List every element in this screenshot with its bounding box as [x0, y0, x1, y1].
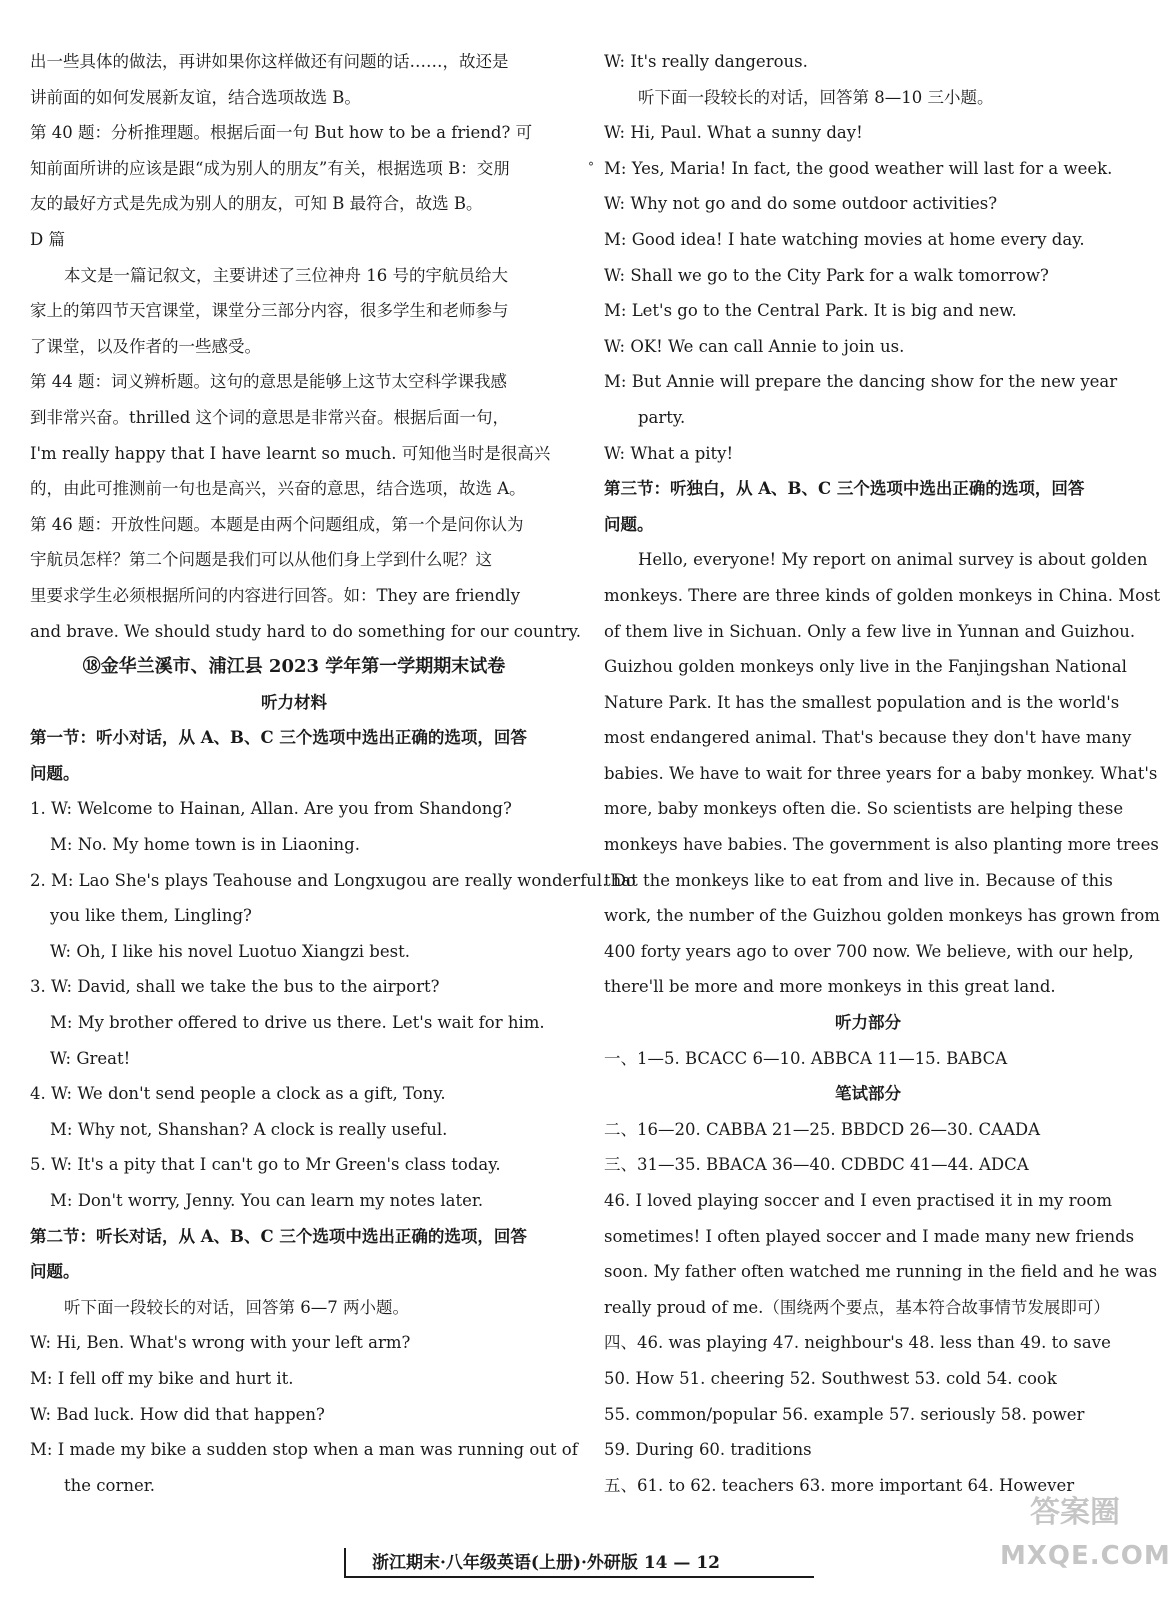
text-line: 第 44 题：词义辨析题。这句的意思是能够上这节太空科学课我感	[30, 372, 507, 392]
text-line: W: Hi, Ben. What's wrong with your left arm?	[30, 1333, 411, 1353]
text-line: 知前面所讲的应该是跟“成为别人的朋友”有关，根据选项 B：交朋	[30, 158, 510, 178]
text-line: you like them, Lingling?	[50, 906, 252, 926]
text-line: W: Great!	[50, 1048, 131, 1068]
text-line: work, the number of the Guizhou golden monkeys has grown from	[604, 906, 1160, 926]
text-line: 听下面一段较长的对话，回答第 6—7 两小题。	[64, 1297, 409, 1317]
text-line: 4. W: We don't send people a clock as a gift, Tony.	[30, 1084, 446, 1104]
text-line: 听下面一段较长的对话，回答第 8—10 三小题。	[638, 87, 994, 107]
text-line: 3. W: David, shall we take the bus to the airport?	[30, 977, 440, 997]
text-line: M: But Annie will prepare the dancing show for the new year	[604, 372, 1118, 392]
text-line: W: It's really dangerous.	[604, 52, 808, 71]
text-line: 出一些具体的做法，再讲如果你这样做还有问题的话……，故还是	[30, 52, 509, 71]
text-line: 46. I loved playing soccer and I even practised it in my room	[604, 1191, 1112, 1210]
text-line: Nature Park. It has the smallest population and is the world's	[604, 692, 1120, 712]
text-line: I'm really happy that I have learnt so much. 可知他当时是很高兴	[30, 443, 551, 463]
watermark-url: MXQE.COM	[1000, 1541, 1171, 1571]
text-line: M: Why not, Shanshan? A clock is really useful.	[50, 1119, 448, 1139]
text-line: 四、46. was playing 47. neighbour's 48. less than 49. to save	[604, 1333, 1111, 1353]
text-line: 1. W: Welcome to Hainan, Allan. Are you from Shandong?	[30, 799, 512, 819]
text-line: sometimes! I often played soccer and I made many new friends	[604, 1226, 1135, 1246]
text-line: and brave. We should study hard to do something for our country.	[30, 621, 582, 641]
text-line: 里要求学生必须根据所问的内容进行回答。如：They are friendly	[30, 585, 521, 605]
text-line: really proud of me.（围绕两个要点，基本符合故事情节发展即可）	[604, 1297, 1110, 1317]
text-line: 友的最好方式是先成为别人的朋友，可知 B 最符合，故选 B。	[30, 194, 483, 214]
text-line: 第二节：听长对话，从 A、B、C 三个选项中选出正确的选项，回答	[30, 1226, 527, 1246]
margin-mark: °	[588, 160, 594, 174]
left-column	[30, 44, 636, 1503]
text-line: of them live in Sichuan. Only a few live in Yunnan and Guizhou.	[604, 621, 1136, 641]
text-line: M: Don't worry, Jenny. You can learn my notes later.	[50, 1191, 484, 1210]
text-line: 到非常兴奋。thrilled 这个词的意思是非常兴奋。根据后面一句，	[30, 407, 510, 427]
text-line: D 篇	[30, 229, 65, 249]
text-line: M: Good idea! I hate watching movies at home every day.	[604, 229, 1085, 249]
text-line: 400 forty years ago to over 700 now. We believe, with our help,	[604, 941, 1134, 961]
text-line: M: My brother offered to drive us there. Let's wait for him.	[50, 1013, 545, 1033]
text-line: 宇航员怎样？第二个问题是我们可以从他们身上学到什么呢？这	[30, 550, 492, 570]
text-line: 笔试部分	[835, 1084, 901, 1104]
text-line: Hello, everyone! My report on animal survey is about golden	[638, 550, 1148, 570]
text-line: M: Yes, Maria! In fact, the good weather will last for a week.	[604, 158, 1113, 178]
watermark-logo	[1000, 1488, 1171, 1588]
text-line: 五、61. to 62. teachers 63. more important 64. However	[604, 1475, 1075, 1495]
page-footer: 浙江期末·八年级英语(上册)·外研版 14 — 12	[344, 1548, 814, 1578]
text-line: ⑱金华兰溪市、浦江县 2023 学年第一学期期末试卷	[82, 656, 506, 678]
text-line: M: No. My home town is in Liaoning.	[50, 835, 360, 855]
text-line: 了课堂，以及作者的一些感受。	[30, 336, 261, 356]
text-line: W: Oh, I like his novel Luotuo Xiangzi best.	[50, 941, 410, 961]
text-line: 第 46 题：开放性问题。本题是由两个问题组成，第一个是问你认为	[30, 514, 524, 534]
text-line: Guizhou golden monkeys only live in the Fanjingshan National	[604, 657, 1127, 677]
text-line: 第 40 题：分析推理题。根据后面一句 But how to be a friend? 可	[30, 123, 533, 143]
text-line: that the monkeys like to eat from and live in. Because of this	[604, 870, 1113, 890]
text-line: 第三节：听独白，从 A、B、C 三个选项中选出正确的选项，回答	[604, 479, 1085, 499]
text-line: 问题。	[30, 763, 80, 783]
text-line: 的，由此可推测前一句也是高兴，兴奋的意思，结合选项，故选 A。	[30, 479, 526, 499]
text-line: 59. During 60. traditions	[604, 1440, 812, 1460]
text-line: W: Hi, Paul. What a sunny day!	[604, 123, 863, 143]
text-line: most endangered animal. That's because they don't have many	[604, 728, 1132, 748]
text-line: W: What a pity!	[604, 443, 734, 463]
text-line: 50. How 51. cheering 52. Southwest 53. cold 54. cook	[604, 1368, 1057, 1388]
text-line: there'll be more and more monkeys in this great land.	[604, 977, 1056, 997]
text-line: monkeys have babies. The government is also planting more trees	[604, 835, 1159, 855]
text-line: M: I made my bike a sudden stop when a man was running out of	[30, 1440, 578, 1460]
text-line: W: Shall we go to the City Park for a walk tomorrow?	[604, 265, 1049, 285]
watermark-title: 答案圈	[1030, 1495, 1120, 1530]
text-line: 问题。	[30, 1262, 80, 1282]
text-line: 一、1—5. BCACC 6—10. ABBCA 11—15. BABCA	[604, 1048, 1008, 1068]
text-line: 55. common/popular 56. example 57. seriously 58. power	[604, 1404, 1085, 1424]
text-line: 二、16—20. CABBA 21—25. BBDCD 26—30. CAADA	[604, 1119, 1041, 1139]
text-line: 本文是一篇记叙文，主要讲述了三位神舟 16 号的宇航员给大	[64, 265, 508, 285]
text-line: 三、31—35. BBACA 36—40. CDBDC 41—44. ADCA	[604, 1155, 1029, 1175]
text-line: babies. We have to wait for three years for a baby monkey. What's	[604, 763, 1158, 783]
text-line: 听力部分	[835, 1013, 901, 1033]
text-line: W: OK! We can call Annie to join us.	[604, 336, 905, 356]
right-column	[604, 44, 1161, 1503]
text-line: 2. M: Lao She's plays Teahouse and Longxugou are really wonderful. Do	[30, 870, 636, 890]
text-line: W: Why not go and do some outdoor activities?	[604, 194, 998, 214]
text-line: 讲前面的如何发展新友谊，结合选项故选 B。	[30, 87, 361, 107]
text-line: W: Bad luck. How did that happen?	[30, 1404, 325, 1424]
text-line: 听力材料	[261, 692, 327, 712]
text-line: 5. W: It's a pity that I can't go to Mr Green's class today.	[30, 1155, 501, 1175]
text-line: monkeys. There are three kinds of golden monkeys in China. Most	[604, 585, 1161, 605]
text-line: M: Let's go to the Central Park. It is big and new.	[604, 301, 1017, 321]
text-line: 家上的第四节天宫课堂，课堂分三部分内容，很多学生和老师参与	[30, 301, 509, 321]
text-line: the corner.	[64, 1475, 156, 1495]
text-line: soon. My father often watched me running in the field and he was	[604, 1262, 1158, 1282]
text-line: more, baby monkeys often die. So scientists are helping these	[604, 799, 1124, 819]
text-line: 第一节：听小对话，从 A、B、C 三个选项中选出正确的选项，回答	[30, 728, 527, 748]
text-line: 问题。	[604, 514, 654, 534]
text-line: M: I fell off my bike and hurt it.	[30, 1368, 294, 1388]
text-line: party.	[638, 407, 686, 427]
